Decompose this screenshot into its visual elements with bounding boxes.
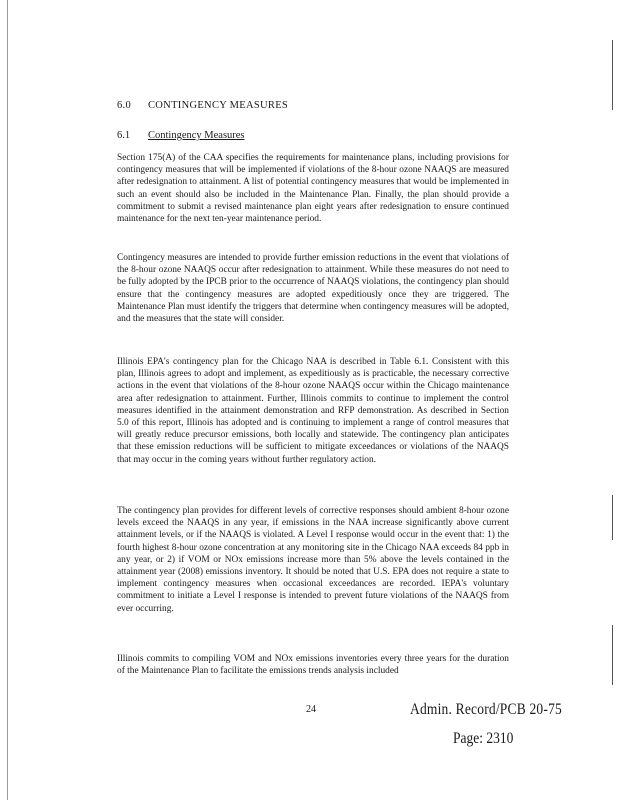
subsection-heading bbox=[117, 130, 245, 141]
page-edge-left bbox=[7, 0, 8, 800]
paragraph-illinois-plan: Illinois EPA's contingency plan for the Chicago NAA is described in Table 6.1. Consistent with this plan, Illinois agrees to adopt and implement, as expeditiously as is practicable, the necessary corrective actions in the event that violations of the 8-hour ozone NAAQS occur within the Chicago maintenance area after redesignation to attainment. Further, Illinois commits to continue to implement the control measures identified in the attainment demonstration and RFP demonstration. As described in Section 5.0 of this report, Illinois has adopted and is continuing to implement a range of control measures that will greatly reduce precursor emissions, both locally and statewide. The contingency plan anticipates that these emission reductions will be sufficient to mitigate exceedances or violations of the NAAQS that may occur in the coming years without further regulatory action. bbox=[117, 357, 509, 465]
admin-record-stamp: Admin. Record/PCB 20-75 bbox=[410, 700, 562, 718]
section-title: CONTINGENCY MEASURES bbox=[148, 100, 289, 111]
subsection-title: Contingency Measures bbox=[148, 130, 245, 141]
paragraph-requirements: Section 175(A) of the CAA specifies the requirements for maintenance plans, including provisions for contingency measures that will be implemented if violations of the 8-hour ozone NAAQS are measured after redesignation to attainment. A list of potential contingency measures that would be implemented in such an event should also be included in the Maintenance Plan. Finally, the plan should provide a commitment to submit a revised maintenance plan eight years after redesignation to ensure continued maintenance for the next ten-year maintenance period. bbox=[117, 153, 509, 225]
paragraph-contingency-intent: Contingency measures are intended to provide further emission reductions in the event that violations of the 8-hour ozone NAAQS occur after redesignation to attainment. While these measures do not need to be fully adopted by the IPCB prior to the occurrence of NAAQS violations, the contingency plan should ensure that the contingency measures are adopted expeditiously once they are triggered. The Maintenance Plan must identify the triggers that determine when contingency measures will be adopted, and the measures that the state will consider. bbox=[117, 253, 509, 325]
subsection-number: 6.1 bbox=[117, 130, 131, 141]
section-heading bbox=[117, 100, 288, 111]
page-edge-right bbox=[612, 625, 613, 685]
record-page-stamp: Page: 2310 bbox=[453, 729, 514, 747]
paragraph-response-levels: The contingency plan provides for different levels of corrective responses should ambient 8-hour ozone levels exceed the NAAQS in any year, if emissions in the NAA increase significantly above current attainment levels, or if the NAAQS is violated. A Level I response would occur in the event that: 1) the fourth highest 8-hour ozone concentration at any monitoring site in the Chicago NAA exceeds 84 ppb in any year, or 2) if VOM or NOx emissions increase more than 5% above the levels contained in the attainment year (2008) emissions inventory. It should be noted that U.S. EPA does not require a state to implement contingency measures when occasional exceedances are recorded. IEPA's voluntary commitment to initiate a Level I response is intended to prevent future violations of the NAAQS from ever occurring. bbox=[117, 506, 509, 614]
page-edge-right bbox=[612, 40, 613, 110]
paragraph-inventories: Illinois commits to compiling VOM and NOx emissions inventories every three years for the duration of the Maintenance Plan to facilitate the emissions trends analysis included bbox=[117, 654, 509, 677]
section-number: 6.0 bbox=[117, 100, 132, 111]
page-number: 24 bbox=[306, 704, 316, 715]
page-edge-right bbox=[612, 495, 613, 540]
